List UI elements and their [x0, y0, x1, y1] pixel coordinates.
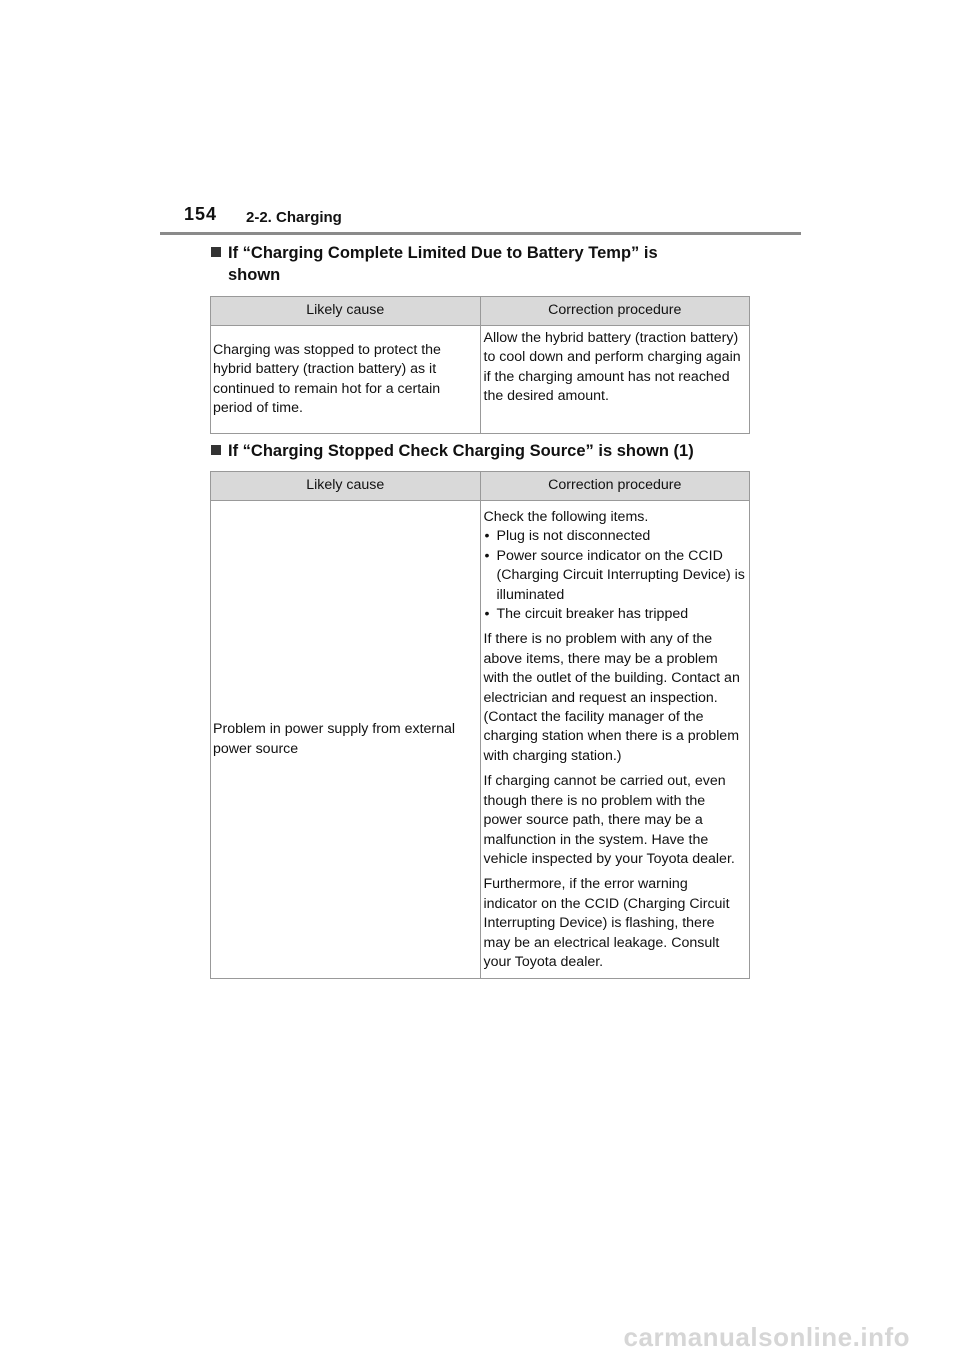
- paragraph-system-malfunction: If charging cannot be carried out, even though there is no problem with the power source path, there may be a malfunction in the system. Have the vehicle inspected by your Toyota dealer.: [483, 773, 735, 867]
- table-row: [211, 501, 750, 979]
- header-correction-procedure: Correction procedure: [480, 472, 750, 501]
- table-header-row: [211, 472, 750, 501]
- header-rule: [160, 232, 801, 235]
- cause-cell: Charging was stopped to protect the hybrid battery (traction battery) as it continued to remain hot for a certain period of time.: [211, 326, 481, 434]
- section-heading-check-source: [211, 440, 771, 462]
- battery-temp-table: [210, 296, 750, 434]
- correction-cell: [480, 501, 750, 979]
- header-likely-cause: Likely cause: [211, 297, 481, 326]
- check-intro: Check the following items.: [483, 509, 649, 525]
- cause-cell: Problem in power supply from external power source: [211, 501, 481, 979]
- heading-text-line1: If “Charging Complete Limited Due to Battery Temp” is: [228, 244, 658, 262]
- table-header-row: [211, 297, 750, 326]
- check-source-table: [210, 471, 750, 979]
- table-row: [211, 326, 750, 434]
- watermark: carmanualsonline.info: [623, 1322, 910, 1352]
- header-correction-procedure: Correction procedure: [480, 297, 750, 326]
- page-number: 154: [184, 204, 218, 224]
- check-list: [484, 527, 746, 624]
- square-bullet-icon: [211, 445, 221, 455]
- list-item: • The circuit breaker has tripped: [484, 605, 746, 624]
- paragraph-outlet-problem: If there is no problem with any of the above items, there may be a problem with the outlet of the building. Contact an electrician and request an inspection. (Contact the facility manager of the charging station when there is a problem with charging station.): [483, 631, 740, 764]
- list-item: • Plug is not disconnected: [484, 527, 746, 546]
- header-likely-cause: Likely cause: [211, 472, 481, 501]
- heading-text-line2: shown: [228, 266, 281, 284]
- heading-text: If “Charging Stopped Check Charging Source” is shown (1): [228, 442, 694, 460]
- list-item: • Power source indicator on the CCID (Charging Circuit Interrupting Device) is illuminated: [484, 547, 746, 605]
- section-heading-battery-temp: [211, 242, 771, 286]
- square-bullet-icon: [211, 247, 221, 257]
- paragraph-electrical-leakage: Furthermore, if the error warning indicator on the CCID (Charging Circuit Interrupting Device) is flashing, there may be an electrical leakage. Consult your Toyota dealer.: [483, 876, 730, 970]
- section-label: 2-2. Charging: [246, 209, 342, 226]
- correction-cell: Allow the hybrid battery (traction battery) to cool down and perform charging again if the charging amount has not reached the desired amount.: [480, 326, 750, 434]
